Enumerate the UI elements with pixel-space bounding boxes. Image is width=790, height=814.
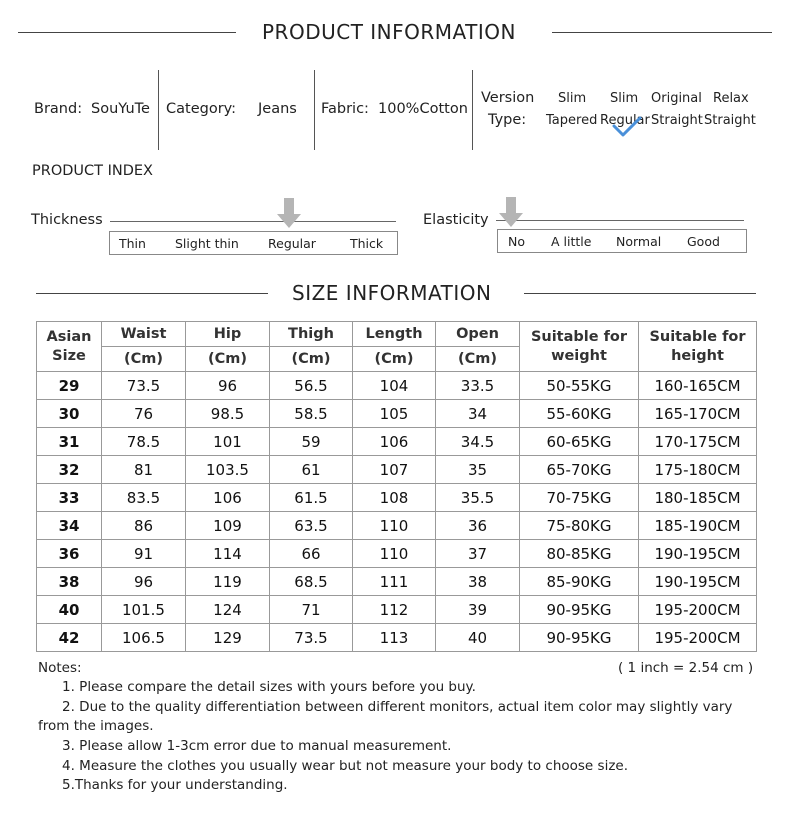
table-cell: 31 — [37, 428, 102, 456]
table-cell: 104 — [353, 372, 436, 400]
check-icon — [612, 116, 642, 138]
table-header: Open — [436, 322, 520, 347]
thickness-track — [110, 221, 396, 222]
table-cell: 71 — [270, 596, 353, 624]
table-cell: 195-200CM — [639, 624, 757, 652]
thickness-label: Thickness — [31, 212, 103, 228]
table-row — [37, 512, 757, 540]
table-cell: 37 — [436, 540, 520, 568]
table-cell: 96 — [102, 568, 186, 596]
table-header-unit: (Cm) — [270, 347, 353, 372]
table-cell: 114 — [186, 540, 270, 568]
table-cell: 63.5 — [270, 512, 353, 540]
table-cell: 190-195CM — [639, 540, 757, 568]
table-cell: 185-190CM — [639, 512, 757, 540]
table-cell: 98.5 — [186, 400, 270, 428]
table-cell: 33.5 — [436, 372, 520, 400]
table-cell: 38 — [436, 568, 520, 596]
table-cell: 34 — [436, 400, 520, 428]
table-cell: 36 — [436, 512, 520, 540]
table-cell: 91 — [102, 540, 186, 568]
table-cell: 109 — [186, 512, 270, 540]
table-cell: 119 — [186, 568, 270, 596]
table-cell: 180-185CM — [639, 484, 757, 512]
table-cell: 75-80KG — [520, 512, 639, 540]
note-item: 3. Please allow 1-3cm error due to manual measurement. — [62, 738, 452, 754]
table-cell: 38 — [37, 568, 102, 596]
table-header — [37, 322, 102, 372]
table-cell: 124 — [186, 596, 270, 624]
version-option-line1: Slim — [610, 91, 639, 106]
table-cell: 39 — [436, 596, 520, 624]
table-cell: 58.5 — [270, 400, 353, 428]
table-cell: 73.5 — [102, 372, 186, 400]
title-rule-right — [524, 293, 756, 294]
thickness-arrow-icon — [277, 198, 301, 230]
table-row — [37, 400, 757, 428]
table-row — [37, 428, 757, 456]
title-rule-left — [18, 32, 236, 33]
category-value: Jeans — [258, 101, 297, 117]
table-row — [37, 540, 757, 568]
table-header — [639, 322, 757, 372]
thickness-option-selected: Regular — [268, 236, 316, 251]
table-cell: 129 — [186, 624, 270, 652]
table-cell: 42 — [37, 624, 102, 652]
table-cell: 55-60KG — [520, 400, 639, 428]
table-cell: 66 — [270, 540, 353, 568]
table-cell: 111 — [353, 568, 436, 596]
note-item: 4. Measure the clothes you usually wear but not measure your body to choose size. — [62, 758, 628, 774]
table-header-unit: (Cm) — [436, 347, 520, 372]
table-header: Waist — [102, 322, 186, 347]
unit-conversion: ( 1 inch = 2.54 cm ) — [618, 660, 754, 676]
thickness-option: Thin — [119, 236, 146, 251]
table-cell: 35 — [436, 456, 520, 484]
table-cell: 36 — [37, 540, 102, 568]
header-line: Asian — [46, 329, 92, 345]
table-row — [37, 372, 757, 400]
divider — [314, 70, 315, 150]
fabric-label: Fabric: — [321, 101, 369, 117]
table-cell: 101.5 — [102, 596, 186, 624]
table-cell: 110 — [353, 512, 436, 540]
table-cell: 90-95KG — [520, 596, 639, 624]
table-cell: 65-70KG — [520, 456, 639, 484]
table-cell: 81 — [102, 456, 186, 484]
table-header-unit: (Cm) — [186, 347, 270, 372]
note-item: 2. Due to the quality differentiation between different monitors, actual item color may slightly vary — [62, 699, 733, 715]
table-header: Hip — [186, 322, 270, 347]
table-cell: 34 — [37, 512, 102, 540]
table-row — [37, 456, 757, 484]
table-cell: 61.5 — [270, 484, 353, 512]
table-cell: 40 — [436, 624, 520, 652]
table-cell: 107 — [353, 456, 436, 484]
table-cell: 85-90KG — [520, 568, 639, 596]
note-item: from the images. — [38, 718, 154, 734]
table-cell: 86 — [102, 512, 186, 540]
table-cell: 70-75KG — [520, 484, 639, 512]
table-cell: 112 — [353, 596, 436, 624]
version-option-line2: Tapered — [546, 113, 598, 128]
header-line: weight — [551, 348, 607, 364]
table-cell: 73.5 — [270, 624, 353, 652]
note-item: 5.Thanks for your understanding. — [62, 777, 288, 793]
table-cell: 30 — [37, 400, 102, 428]
table-cell: 90-95KG — [520, 624, 639, 652]
table-cell: 103.5 — [186, 456, 270, 484]
elasticity-option: Normal — [616, 234, 662, 249]
version-label: Version — [481, 90, 535, 106]
divider — [472, 70, 473, 150]
header-line: Size — [52, 348, 86, 364]
table-cell: 101 — [186, 428, 270, 456]
table-cell: 40 — [37, 596, 102, 624]
thickness-option: Thick — [350, 236, 384, 251]
table-cell: 195-200CM — [639, 596, 757, 624]
table-cell: 113 — [353, 624, 436, 652]
version-option-line1: Original — [651, 91, 702, 106]
table-cell: 33 — [37, 484, 102, 512]
table-cell: 190-195CM — [639, 568, 757, 596]
table-row — [37, 484, 757, 512]
fabric-value: 100%Cotton — [378, 101, 468, 117]
table-cell: 165-170CM — [639, 400, 757, 428]
table-cell: 60-65KG — [520, 428, 639, 456]
table-cell: 175-180CM — [639, 456, 757, 484]
table-cell: 170-175CM — [639, 428, 757, 456]
note-item: 1. Please compare the detail sizes with yours before you buy. — [62, 679, 476, 695]
table-cell: 83.5 — [102, 484, 186, 512]
table-cell: 106.5 — [102, 624, 186, 652]
table-cell: 76 — [102, 400, 186, 428]
elasticity-track — [496, 220, 744, 221]
version-option-line2: Straight — [651, 113, 703, 128]
table-cell: 80-85KG — [520, 540, 639, 568]
divider — [158, 70, 159, 150]
version-option-line1: Relax — [713, 91, 749, 106]
table-cell: 108 — [353, 484, 436, 512]
thickness-option: Slight thin — [175, 236, 239, 251]
table-cell: 50-55KG — [520, 372, 639, 400]
table-cell: 105 — [353, 400, 436, 428]
table-header: Thigh — [270, 322, 353, 347]
elasticity-arrow-icon — [499, 197, 523, 229]
table-cell: 61 — [270, 456, 353, 484]
table-cell: 32 — [37, 456, 102, 484]
thickness-scale — [109, 231, 398, 255]
table-cell: 106 — [353, 428, 436, 456]
elasticity-scale — [497, 229, 747, 253]
table-cell: 96 — [186, 372, 270, 400]
elasticity-option: Good — [687, 234, 720, 249]
brand-value: SouYuTe — [91, 101, 150, 117]
brand-label: Brand: — [34, 101, 83, 117]
version-type-label: Type: — [488, 112, 527, 128]
table-cell: 56.5 — [270, 372, 353, 400]
table-cell: 160-165CM — [639, 372, 757, 400]
product-info-title: PRODUCT INFORMATION — [262, 20, 516, 44]
table-cell: 59 — [270, 428, 353, 456]
table-row — [37, 596, 757, 624]
table-cell: 110 — [353, 540, 436, 568]
header-line: Suitable for — [530, 329, 628, 345]
elasticity-option: A little — [551, 234, 592, 249]
elasticity-option-selected: No — [508, 234, 525, 249]
table-cell: 35.5 — [436, 484, 520, 512]
header-line: Suitable for — [649, 329, 746, 345]
version-option-line2: Straight — [704, 113, 756, 128]
table-row — [37, 568, 757, 596]
table-header-unit: (Cm) — [102, 347, 186, 372]
version-option-line2: Regular — [600, 113, 650, 128]
table-header-unit: (Cm) — [353, 347, 436, 372]
title-rule-right — [552, 32, 772, 33]
elasticity-label: Elasticity — [423, 212, 489, 228]
size-table — [36, 321, 757, 652]
title-rule-left — [36, 293, 268, 294]
notes-title: Notes: — [38, 660, 82, 676]
table-header — [520, 322, 639, 372]
category-label: Category: — [166, 101, 237, 117]
product-index-title: PRODUCT INDEX — [32, 163, 153, 179]
table-cell: 68.5 — [270, 568, 353, 596]
table-header: Length — [353, 322, 436, 347]
table-cell: 106 — [186, 484, 270, 512]
version-option-line1: Slim — [558, 91, 587, 106]
table-cell: 29 — [37, 372, 102, 400]
size-info-title: SIZE INFORMATION — [292, 281, 492, 305]
table-cell: 78.5 — [102, 428, 186, 456]
table-row — [37, 624, 757, 652]
table-cell: 34.5 — [436, 428, 520, 456]
header-line: height — [671, 348, 724, 364]
